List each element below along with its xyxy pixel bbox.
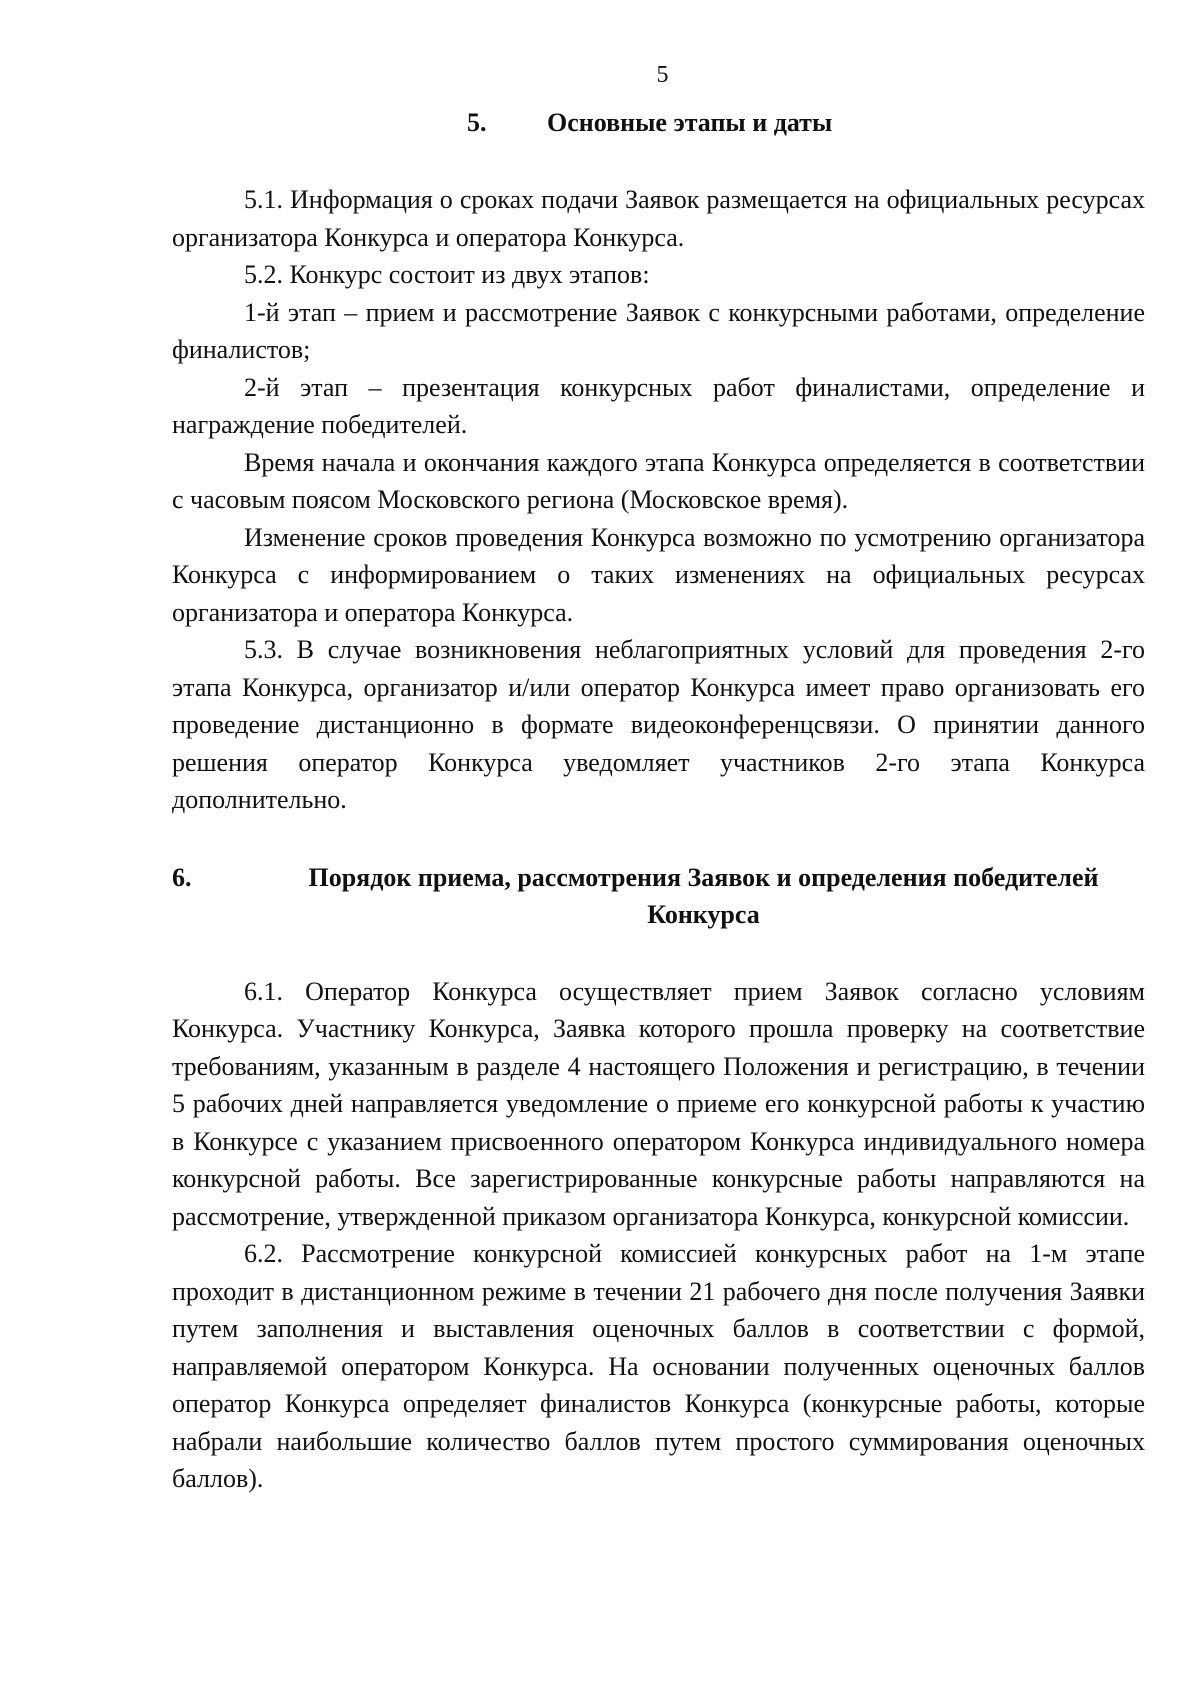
page-number: 5 <box>656 62 669 88</box>
section-6-title: Порядок приема, рассмотрения Заявок и определения победителей Конкурса <box>308 862 1099 929</box>
paragraph-time-zone: Время начала и окончания каждого этапа Конкурса определяется в соответствии с часовым поясом Московского региона (Московское время). <box>172 447 1145 514</box>
paragraph-5-3: 5.3. В случае возникновения неблагоприятных условий для проведения 2-го этапа Конкурса, организатор и/или оператор Конкурса имеет право организовать его проведение дистанционно в формате видеоконференцсвязи. О принятии данного решения оператор Конкурса уведомляет участников 2-го этапа Конкурса дополнительно. <box>172 635 1145 814</box>
paragraph-5-1: 5.1. Информация о сроках подачи Заявок размещается на официальных ресурсах организатора Конкурса и оператора Конкурса. <box>172 185 1145 252</box>
paragraph-5-2: 5.2. Конкурс состоит из двух этапов: <box>244 260 650 289</box>
section-5-number: 5. <box>467 108 487 137</box>
section-6-heading <box>172 859 1145 933</box>
paragraph-stage-1: 1-й этап – прием и рассмотрение Заявок с конкурсными работами, определение финалистов; <box>172 297 1145 364</box>
section-6-number: 6. <box>172 862 192 892</box>
document-page <box>172 60 1145 1498</box>
section-5-heading <box>172 104 1145 141</box>
paragraph-6-1: 6.1. Оператор Конкурса осуществляет прием Заявок согласно условиям Конкурса. Участнику Конкурса, Заявка которого прошла проверку на соответствие требованиям, указанным в разделе 4 настоящего Положения и регистрацию, в течении 5 рабочих дней направляется уведомление о приеме его конкурсной работы к участию в Конкурсе с указанием присвоенного оператором Конкурса индивидуального номера конкурсной работы. Все зарегистрированные конкурсные работы направляются на рассмотрение, утвержденной приказом организатора Конкурса, конкурсной комиссии. <box>172 976 1145 1231</box>
paragraph-schedule-change: Изменение сроков проведения Конкурса возможно по усмотрению организатора Конкурса с информированием о таких изменениях на официальных ресурсах организатора и оператора Конкурса. <box>172 522 1145 627</box>
section-5-title: Основные этапы и даты <box>547 108 833 137</box>
paragraph-6-2: 6.2. Рассмотрение конкурсной комиссией конкурсных работ на 1-м этапе проходит в дистанционном режиме в течении 21 рабочего дня после получения Заявки путем заполнения и выставления оценочных баллов в соответствии с формой, направляемой оператором Конкурса. На основании полученных оценочных баллов оператор Конкурса определяет финалистов Конкурса (конкурсные работы, которые набрали наибольшие количество баллов путем простого суммирования оценочных баллов). <box>172 1239 1145 1493</box>
paragraph-stage-2: 2-й этап – презентация конкурсных работ финалистами, определение и награждение победителей. <box>172 372 1145 439</box>
